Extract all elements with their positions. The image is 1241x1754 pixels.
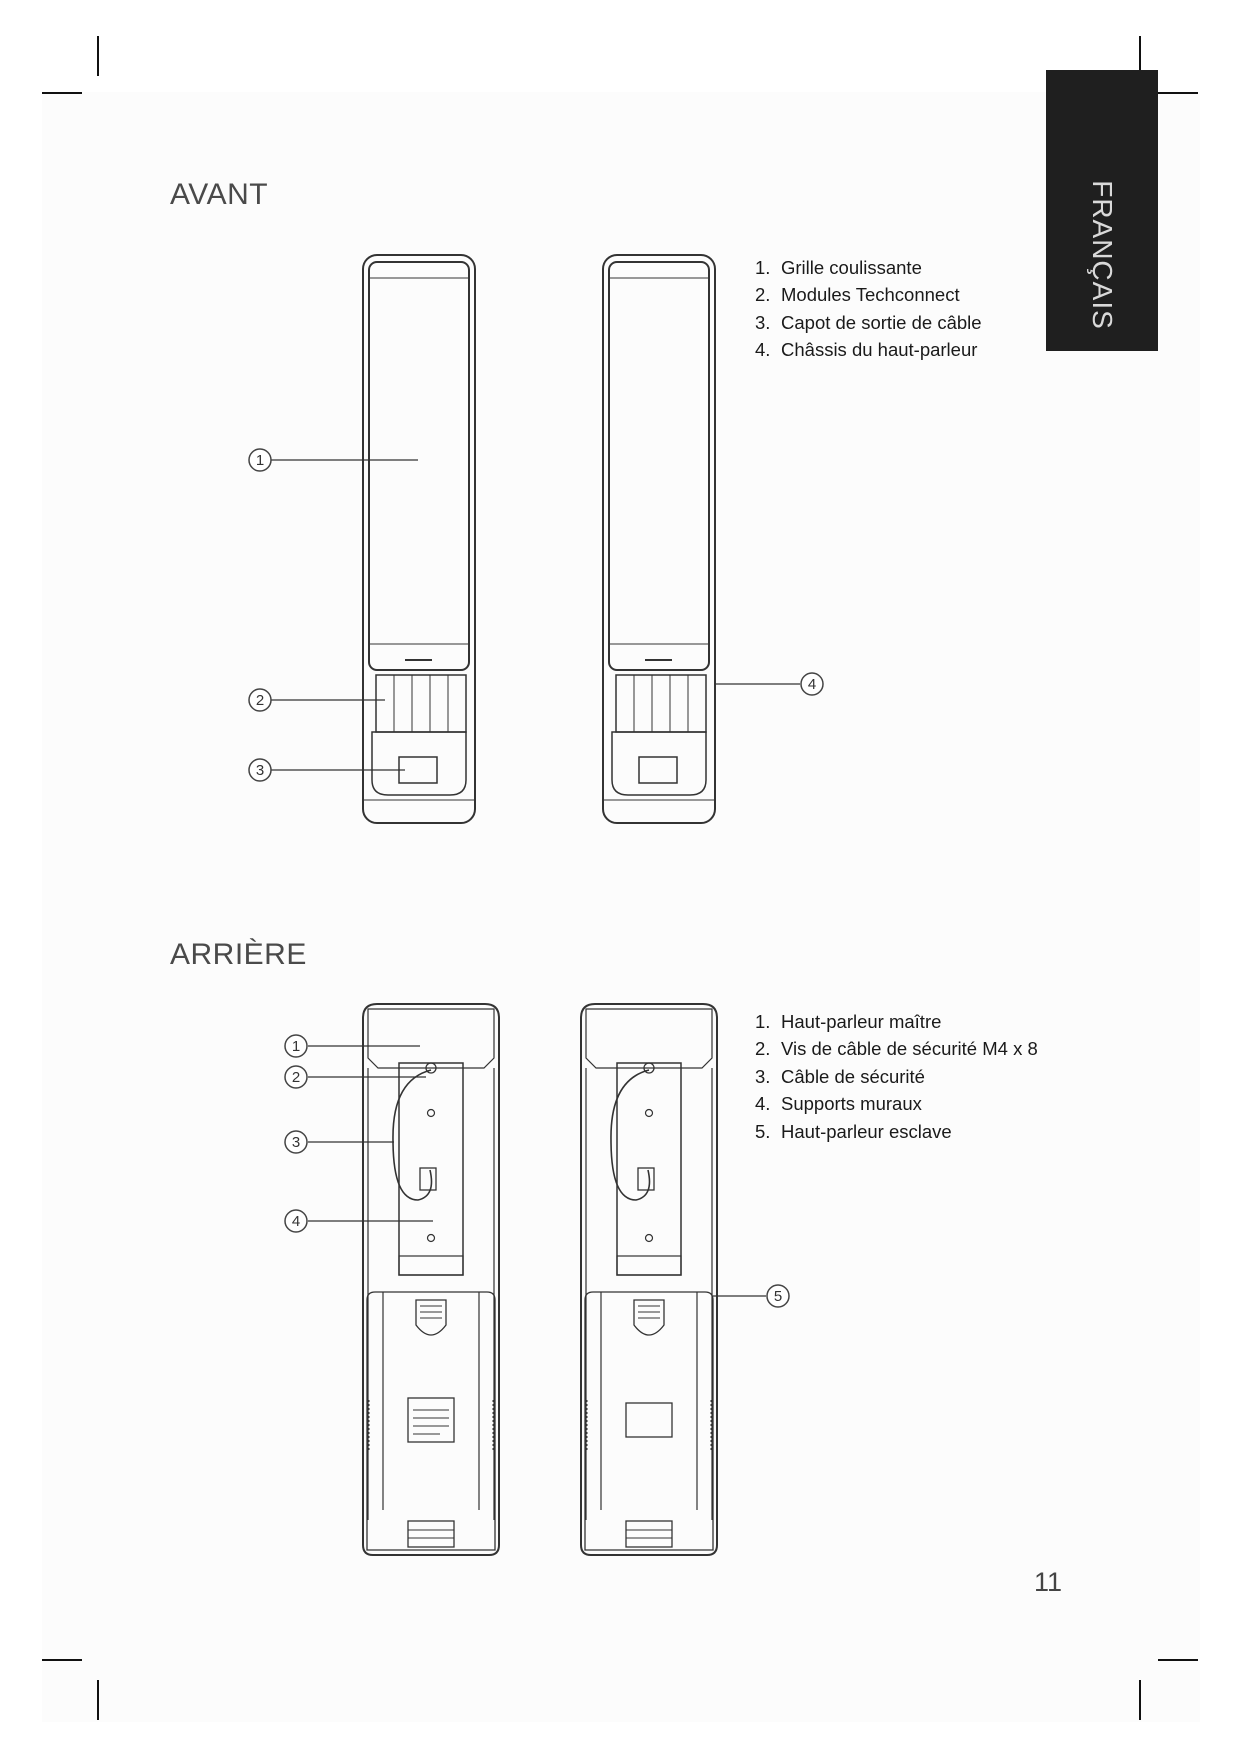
crop-mark-bottom-left-v (97, 1680, 99, 1720)
back-callout-5-label: 5 (773, 1288, 783, 1305)
crop-mark-bottom-right-h (1158, 1659, 1198, 1661)
back-legend-item-1: 1. Haut-parleur maître (755, 1011, 942, 1032)
language-tab-label: FRANÇAIS (1087, 180, 1118, 330)
front-section-title: AVANT (170, 178, 269, 211)
front-legend-item-3: 3. Capot de sortie de câble (755, 311, 982, 333)
front-legend-item-1: 1. Grille coulissante (755, 257, 922, 278)
back-section-title: ARRIÈRE (170, 938, 307, 971)
front-callout-1-label: 1 (255, 452, 265, 469)
back-callout-1-label: 1 (291, 1038, 301, 1055)
back-legend-item-5: 5. Haut-parleur esclave (755, 1120, 952, 1142)
back-legend-item-4: 4. Supports muraux (755, 1093, 922, 1115)
back-callout-3-label: 3 (291, 1134, 301, 1151)
back-speaker-slave (581, 1004, 717, 1555)
back-callout-4-label: 4 (291, 1213, 301, 1230)
front-legend-item-4: 4. Châssis du haut-parleur (755, 339, 978, 361)
front-callout-2-label: 2 (255, 692, 265, 709)
back-legend-item-3: 3. Câble de sécurité (755, 1065, 925, 1087)
crop-mark-bottom-right-v (1139, 1680, 1141, 1720)
front-callout-3-label: 3 (255, 762, 265, 779)
front-callout-4-label: 4 (807, 676, 817, 693)
back-legend-item-2: 2. Vis de câble de sécurité M4 x 8 (755, 1038, 1038, 1060)
back-callout-2-label: 2 (291, 1069, 301, 1086)
crop-mark-bottom-left-h (42, 1659, 82, 1661)
front-legend-item-2: 2. Modules Techconnect (755, 284, 960, 306)
page-number: 11 (1034, 1567, 1063, 1597)
back-speaker-master (363, 1004, 499, 1555)
